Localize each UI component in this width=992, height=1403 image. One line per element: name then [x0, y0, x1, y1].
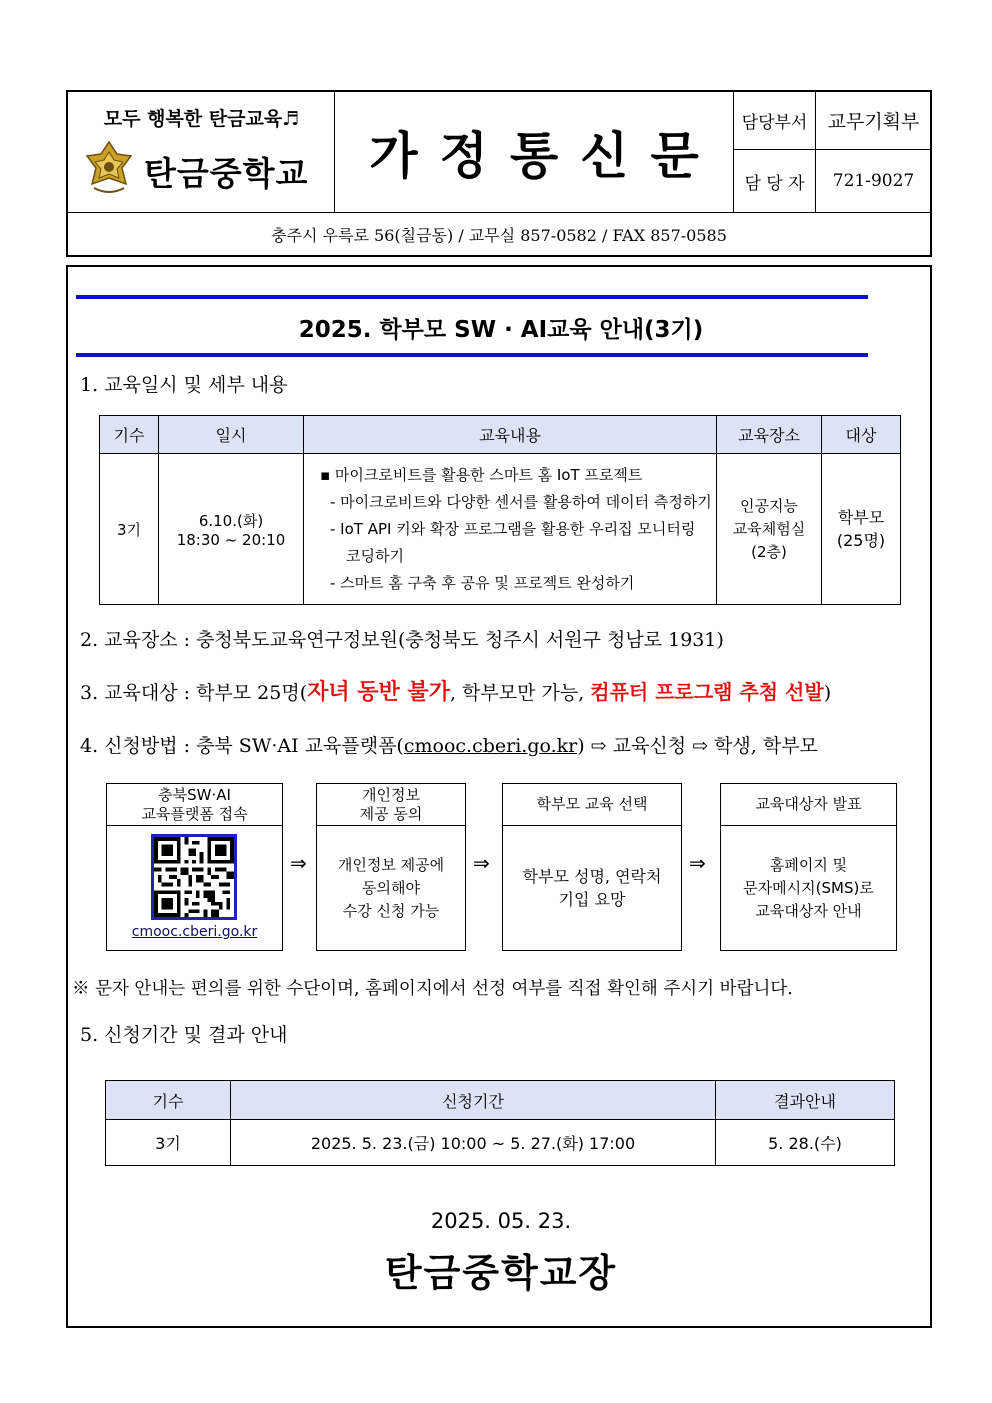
school-name: 탄금중학교 — [144, 154, 309, 193]
flow-step-platform — [106, 783, 283, 951]
flow-step-announce — [720, 783, 897, 951]
lottery-notice: 컴퓨터 프로그램 추첨 선발 — [590, 680, 824, 704]
target-cell — [822, 454, 901, 605]
school-emblem-icon — [84, 140, 134, 196]
flow-step-head — [107, 784, 282, 826]
notice-body — [66, 265, 932, 1328]
principal-signature: 탄금중학교장 — [384, 1251, 618, 1295]
qr-caption-link[interactable] — [107, 924, 282, 940]
application-period-table — [105, 1080, 895, 1166]
newsletter-title: 가정통신문 — [369, 126, 721, 185]
section-3-target — [80, 675, 831, 706]
notice-note: ※ 문자 안내는 편의를 위한 수단이며, 홈페이지에서 선정 여부를 직접 확인해 주시기 바랍니다. — [72, 979, 793, 999]
date-line: 6.10.(화) — [198, 511, 264, 530]
platform-link[interactable]: cmooc.cberi.go.kr — [403, 735, 578, 757]
content-sub-2: - IoT API 키와 확장 프로그램을 활용한 우리집 모니터링 — [330, 519, 696, 538]
th-place: 교육장소 — [717, 416, 822, 454]
section-3-suffix: ) — [823, 682, 832, 704]
th-result: 결과안내 — [716, 1081, 895, 1120]
section-2-place: 2. 교육장소 : 충청북도교육연구정보원(충청북도 청주시 서원구 청남로 1931) — [80, 629, 724, 651]
flow-head-line: 교육플랫폼 접속 — [141, 804, 248, 823]
section-3-prefix: 3. 교육대상 : 학부모 25명( — [80, 682, 308, 704]
target-line: 학부모 — [837, 508, 885, 527]
flow-body-line: 문자메시지(SMS)로 — [743, 878, 874, 897]
table-header-row — [100, 416, 901, 454]
th-term: 기수 — [100, 416, 159, 454]
flow-step-head — [317, 784, 465, 826]
term-cell: 3기 — [100, 454, 159, 605]
flow-arrow-icon: ⇒ — [290, 851, 307, 875]
content-sub-3: - 스마트 홈 구축 후 공유 및 프로젝트 완성하기 — [330, 573, 635, 592]
letterhead — [66, 90, 932, 257]
flow-step-head — [721, 784, 896, 826]
place-line: 인공지능 — [740, 496, 798, 515]
flow-body-line: 수강 신청 가능 — [342, 901, 440, 920]
th-period: 신청기간 — [231, 1081, 716, 1120]
flow-body-line: 개인정보 제공에 — [337, 855, 445, 874]
period-cell: 2025. 5. 23.(금) 10:00 ~ 5. 27.(화) 17:00 — [231, 1120, 716, 1166]
person-label: 담 당 자 — [734, 150, 816, 212]
section-4-prefix: 4. 신청방법 : 충북 SW·AI 교육플랫폼( — [80, 735, 404, 757]
place-line: (2층) — [751, 542, 787, 561]
th-content: 교육내용 — [304, 416, 717, 454]
section-5-heading: 5. 신청기간 및 결과 안내 — [80, 1024, 288, 1046]
dept-label: 담당부서 — [734, 92, 816, 150]
flow-head-line: 교육대상자 발표 — [755, 795, 862, 813]
flow-head-line: 개인정보 — [362, 785, 420, 804]
school-address: 충주시 우륵로 56(칠금동) / 교무실 857-0582 / FAX 857-0585 — [68, 212, 930, 255]
time-line: 18:30 ~ 20:10 — [176, 530, 286, 549]
bottom-blue-rule — [76, 353, 868, 357]
section-4-method — [80, 731, 818, 758]
table-row — [106, 1120, 895, 1166]
place-line: 교육체험실 — [732, 519, 806, 538]
document-title: 2025. 학부모 SW · AI교육 안내(3기) — [298, 317, 704, 343]
flow-body-line: 기입 요망 — [558, 890, 626, 909]
flow-step-body — [503, 826, 681, 950]
top-blue-rule — [76, 295, 868, 299]
flow-head-line: 제공 동의 — [359, 804, 423, 823]
result-cell: 5. 28.(수) — [716, 1120, 895, 1166]
table-row — [100, 454, 901, 605]
flow-step-body — [317, 826, 465, 950]
flow-head-line: 학부모 교육 선택 — [536, 795, 648, 813]
issue-date: 2025. 05. 23. — [430, 1209, 572, 1233]
content-main: ▪ 마이크로비트를 활용한 스마트 홈 IoT 프로젝트 — [320, 465, 643, 484]
content-cell — [304, 454, 717, 605]
th-term: 기수 — [106, 1081, 231, 1120]
flow-arrow-icon: ⇒ — [473, 851, 490, 875]
school-brand — [68, 92, 335, 212]
term-cell: 3기 — [106, 1120, 231, 1166]
flow-step-head — [503, 784, 681, 826]
person-value: 721-9027 — [832, 171, 915, 191]
slogan: 모두 행복한 탄금교육♬ — [103, 108, 300, 130]
flow-body-line: 동의해야 — [362, 878, 420, 897]
section-1-heading: 1. 교육일시 및 세부 내용 — [80, 374, 288, 396]
flow-step-body — [721, 826, 896, 950]
target-line: (25명) — [836, 531, 886, 550]
flow-head-line: 충북SW·AI — [158, 785, 231, 804]
flow-step-select — [502, 783, 682, 951]
dept-value: 교무기획부 — [816, 92, 931, 150]
table-header-row — [106, 1081, 895, 1120]
flow-step-consent — [316, 783, 466, 951]
flow-arrow-icon: ⇒ — [689, 851, 706, 875]
th-date: 일시 — [159, 416, 304, 454]
no-children-notice: 자녀 동반 불가 — [307, 679, 450, 705]
content-sub-1: - 마이크로비트와 다양한 센서를 활용하여 데이터 측정하기 — [330, 492, 712, 511]
date-cell — [159, 454, 304, 605]
qr-code-icon[interactable] — [151, 834, 237, 920]
flow-body-line: 교육대상자 안내 — [755, 901, 862, 920]
place-cell — [717, 454, 822, 605]
section-4-suffix: ) ⇨ 교육신청 ⇨ 학생, 학부모 — [577, 735, 818, 757]
flow-body-line: 홈페이지 및 — [769, 855, 848, 874]
schedule-table — [99, 415, 901, 605]
section-3-middle: , 학부모만 가능, — [449, 682, 591, 704]
content-sub-2-cont: 코딩하기 — [346, 546, 404, 565]
qr-caption-text[interactable]: cmooc.cberi.go.kr — [131, 924, 258, 940]
flow-body-line: 학부모 성명, 연락처 — [522, 867, 662, 886]
th-target: 대상 — [822, 416, 901, 454]
contact-info — [733, 92, 930, 212]
